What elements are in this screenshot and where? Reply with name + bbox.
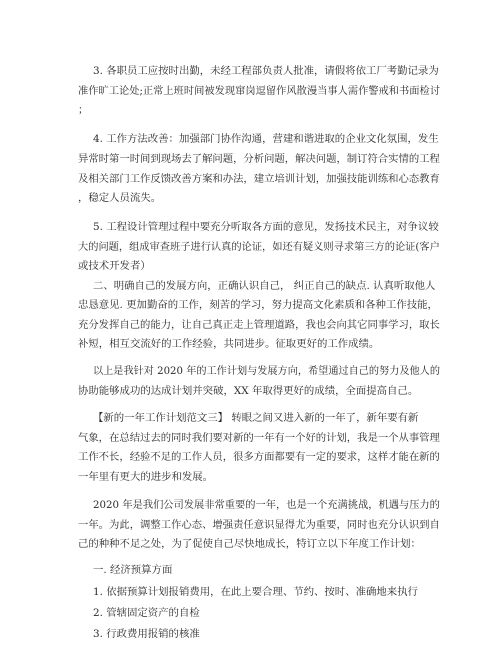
paragraph-6-line-1: 【新的一年工作计划范文三】 转眼之间又进入新的一年了，新年要有新 <box>93 412 419 424</box>
paragraph-2-line-2: 异常时第一时间到现场去了解问题，分析问题，解决问题，制订符合实情的工程 <box>78 153 440 165</box>
paragraph-3-line-2: 大的问题，组成审查班子进行认真的论证，如还有疑义则寻求第三方的论证(客户 <box>78 241 440 253</box>
paragraph-5-line-1: 以上是我针对 2020 年的工作计划与发展方向，希望通过自己的努力及他人的 <box>93 365 440 377</box>
paragraph-4-line-2: 忠恳意见. 更加勤奋的工作，刻苦的学习，努力提高文化素质和各种工作技能， <box>78 299 438 311</box>
paragraph-2-line-4: ，稳定人员流失。 <box>78 192 162 204</box>
paragraph-6-line-3: 工作不长，经验不足的工作人员，很多方面都要有一定的要求，这样才能在新的 <box>78 451 440 463</box>
paragraph-2-line-1: 4. 工作方法改善：加强部门协作沟通，营建和谐进取的企业文化氛围，发生 <box>93 133 439 145</box>
paragraph-1-line-1: 3. 各职员工应按时出勤，未经工程部负责人批准，请假将依工厂考勤记录为 <box>93 65 439 77</box>
list-item-2: 2. 管辖固定资产的自检 <box>93 607 200 619</box>
paragraph-7-line-1: 2020 年是我们公司发展非常重要的一年，也是一个充满挑战，机遇与压力的 <box>93 499 440 511</box>
paragraph-4-line-4: 补短，相互交流好的工作经验，共同进步。征取更好的工作成绩。 <box>78 338 380 350</box>
paragraph-7-line-3: 己的种种不足之处，为了促使自己尽快地成长，特订立以下年度工作计划： <box>78 538 421 550</box>
paragraph-3-line-1: 5. 工程设计管理过程中要充分听取各方面的意见，发扬技术民主，对争议较 <box>93 221 439 233</box>
list-item-3: 3. 行政费用报销的核准 <box>93 628 200 640</box>
paragraph-4-line-1: 二、明确自己的发展方向，正确认识自己， 纠正自己的缺点. 认真听取他人 <box>93 280 436 292</box>
paragraph-5-line-2: 协助能够成功的达成计划并突破，XX 年取得更好的成绩，全面提高自己。 <box>78 385 419 397</box>
paragraph-3-line-3: 或技术开发者） <box>78 260 151 272</box>
paragraph-1-line-3: ； <box>78 104 89 116</box>
paragraph-4-line-3: 充分发挥自己的能力，让自己真正走上管理道路，我也会向其它同事学习，取长 <box>78 319 440 331</box>
paragraph-2-line-3: 及相关部门工作反馈改善方案和办法，建立培训计划，加强技能训练和心态教育 <box>78 173 440 185</box>
paragraph-6-line-4: 一年里有更大的进步和发展。 <box>78 471 214 483</box>
list-item-1: 1. 依据预算计划报销费用，在此上要合理、节约、按时、准确地来执行 <box>93 586 418 598</box>
paragraph-7-line-2: 一年。为此，调整工作心态、增强责任意识显得尤为重要，同时也充分认识到自 <box>78 519 440 531</box>
paragraph-6-line-2: 气象，在总结过去的同时我们要对新的一年有一个好的计划，我是一个从事管理 <box>78 432 440 444</box>
list-heading: 一. 经济预算方面 <box>93 564 173 576</box>
paragraph-1-line-2: 准作旷工论处;正常上班时间被发现窜岗逗留作风散漫当事人需作警戒和书面检讨 <box>78 85 441 97</box>
